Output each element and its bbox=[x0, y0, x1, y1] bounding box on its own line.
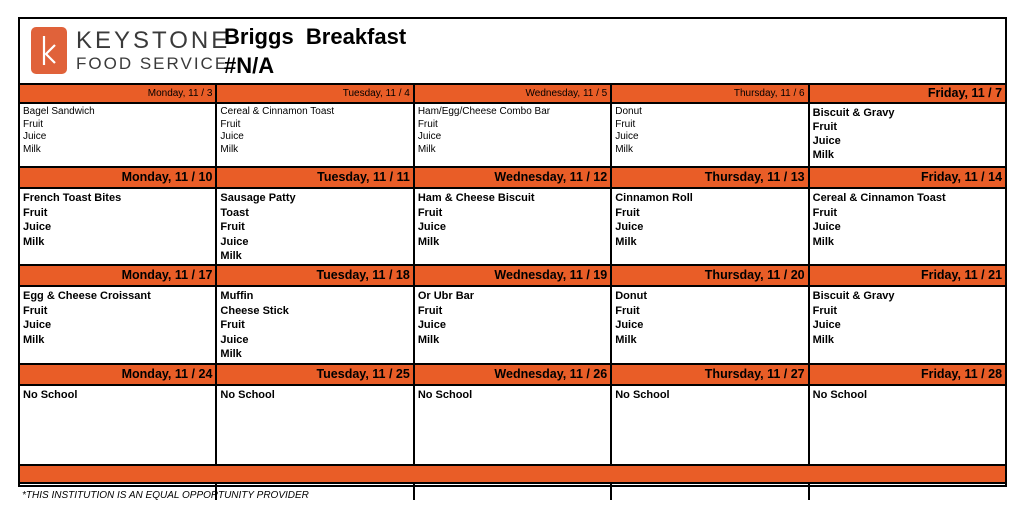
day-menu bbox=[217, 104, 414, 166]
menu-item: Milk bbox=[615, 143, 633, 155]
day-label: Monday, 11 / 3 bbox=[20, 85, 217, 102]
menu-item: Cheese Stick bbox=[220, 304, 289, 317]
menu-item: Cereal & Cinnamon Toast bbox=[220, 106, 335, 117]
menu-item: Fruit bbox=[23, 118, 43, 130]
day-menu bbox=[217, 386, 414, 464]
day-label: Friday, 11 / 21 bbox=[920, 268, 1003, 282]
day-menu bbox=[415, 287, 612, 363]
week-2-menu-row bbox=[20, 189, 1005, 266]
menu-item: Juice bbox=[417, 131, 442, 142]
menu-item: Juice bbox=[812, 135, 841, 147]
menu-item: Juice bbox=[220, 235, 249, 248]
menu-item: Cereal & Cinnamon Toast bbox=[812, 192, 946, 204]
week-1-header-row bbox=[20, 85, 1005, 104]
day-menu bbox=[20, 189, 217, 264]
menu-item: Donut bbox=[615, 106, 642, 117]
menu-item: Milk bbox=[812, 333, 835, 346]
menu-grid bbox=[20, 85, 1005, 500]
day-menu bbox=[612, 287, 809, 363]
menu-item: Juice bbox=[23, 319, 52, 331]
day-label: Thursday, 11 / 6 bbox=[612, 85, 809, 102]
page-subtitle: #N/A bbox=[224, 53, 275, 78]
week-2-header-row bbox=[20, 168, 1005, 189]
menu-item: Or Ubr Bar bbox=[417, 290, 475, 302]
day-label: Thursday, 11 / 20 bbox=[612, 266, 809, 285]
menu-item: Donut bbox=[615, 290, 647, 302]
menu-item: Fruit bbox=[417, 304, 443, 317]
day-menu bbox=[810, 189, 1005, 264]
day-menu bbox=[810, 386, 1005, 464]
page-title: Briggs Breakfast bbox=[224, 24, 407, 49]
menu-item: Fruit bbox=[615, 118, 636, 130]
day-label: Tuesday, 11 / 4 bbox=[217, 85, 414, 102]
empty-cell bbox=[612, 484, 809, 500]
day-menu bbox=[415, 189, 612, 264]
menu-item: Fruit bbox=[220, 118, 241, 130]
menu-item: Fruit bbox=[812, 121, 838, 133]
week-4-menu-row bbox=[20, 386, 1005, 466]
menu-item: Juice bbox=[220, 333, 249, 346]
day-menu bbox=[20, 287, 217, 363]
menu-item: Juice bbox=[220, 131, 244, 142]
day-label: Friday, 11 / 28 bbox=[920, 367, 1003, 381]
day-menu bbox=[217, 189, 414, 264]
day-label: Wednesday, 11 / 26 bbox=[415, 365, 612, 384]
day-label: Monday, 11 / 17 bbox=[20, 266, 217, 285]
day-menu bbox=[612, 104, 809, 166]
day-menu bbox=[217, 287, 414, 363]
week-1-menu-row bbox=[20, 104, 1005, 168]
menu-item: No School bbox=[23, 389, 78, 401]
menu-frame bbox=[18, 17, 1007, 487]
menu-item: Biscuit & Gravy bbox=[812, 107, 895, 119]
menu-item: No School bbox=[615, 389, 670, 401]
menu-header bbox=[20, 19, 1005, 85]
day-menu bbox=[415, 386, 612, 464]
brand-name: KEYSTONE bbox=[76, 27, 231, 54]
menu-item: Milk bbox=[417, 333, 440, 346]
menu-item: Milk bbox=[417, 235, 440, 248]
week-3-menu-row bbox=[20, 287, 1005, 365]
menu-item: Egg & Cheese Croissant bbox=[23, 290, 151, 302]
menu-item: Fruit bbox=[417, 206, 443, 219]
day-label: Tuesday, 11 / 11 bbox=[217, 168, 414, 187]
day-label: Thursday, 11 / 13 bbox=[612, 168, 809, 187]
day-menu bbox=[810, 104, 1005, 166]
menu-item: Juice bbox=[23, 131, 47, 142]
day-label: Tuesday, 11 / 18 bbox=[217, 266, 414, 285]
day-label: Wednesday, 11 / 12 bbox=[415, 168, 612, 187]
menu-item: Bagel Sandwich bbox=[23, 106, 95, 117]
menu-item: Milk bbox=[220, 143, 239, 155]
menu-item: Fruit bbox=[23, 304, 48, 317]
day-menu bbox=[20, 104, 217, 166]
week-4-header-row bbox=[20, 365, 1005, 386]
day-menu bbox=[415, 104, 612, 166]
day-label: Wednesday, 11 / 19 bbox=[415, 266, 612, 285]
footer-note: *THIS INSTITUTION IS AN EQUAL OPPORTUNITY PROVIDER bbox=[22, 490, 309, 501]
menu-item: Milk bbox=[220, 250, 242, 262]
menu-item: Juice bbox=[812, 221, 841, 233]
menu-item: Milk bbox=[23, 143, 41, 155]
day-label: Monday, 11 / 10 bbox=[20, 168, 217, 187]
menu-item: Milk bbox=[812, 235, 835, 248]
day-label: Friday, 11 / 14 bbox=[920, 170, 1003, 184]
menu-item: Muffin bbox=[220, 290, 254, 302]
menu-item: Juice bbox=[417, 221, 446, 233]
menu-item: Juice bbox=[615, 131, 639, 142]
menu-item: Milk bbox=[812, 149, 835, 161]
day-menu bbox=[612, 386, 809, 464]
week-3-header-row bbox=[20, 266, 1005, 287]
menu-item: Fruit bbox=[615, 206, 640, 219]
menu-item: Milk bbox=[615, 235, 637, 248]
day-label: Thursday, 11 / 27 bbox=[612, 365, 809, 384]
day-menu bbox=[20, 386, 217, 464]
keystone-logo-icon bbox=[31, 27, 67, 74]
menu-item: Fruit bbox=[220, 221, 245, 233]
menu-item: Biscuit & Gravy bbox=[812, 290, 895, 302]
menu-item: Juice bbox=[615, 319, 644, 331]
menu-item: Ham & Cheese Biscuit bbox=[417, 192, 535, 204]
menu-item: No School bbox=[417, 389, 473, 401]
menu-item: Fruit bbox=[23, 206, 48, 219]
menu-item: Milk bbox=[220, 348, 242, 360]
menu-item: Cinnamon Roll bbox=[615, 192, 693, 204]
menu-item: Sausage Patty bbox=[220, 192, 296, 204]
brand-subname: FOOD SERVICE bbox=[76, 54, 229, 73]
menu-item: French Toast Bites bbox=[23, 192, 122, 204]
menu-item: Toast bbox=[220, 206, 249, 219]
day-label: Friday, 11 / 7 bbox=[927, 86, 1003, 100]
menu-item: Milk bbox=[615, 333, 637, 346]
menu-item: Fruit bbox=[220, 319, 245, 331]
menu-item: Milk bbox=[23, 333, 45, 346]
menu-item: Juice bbox=[812, 319, 841, 331]
menu-item: Milk bbox=[417, 143, 436, 155]
menu-item: Juice bbox=[615, 221, 644, 233]
day-label: Monday, 11 / 24 bbox=[20, 365, 217, 384]
empty-header-row bbox=[20, 466, 1005, 484]
menu-item: Juice bbox=[417, 319, 446, 331]
menu-item: No School bbox=[812, 389, 868, 401]
empty-cell bbox=[810, 484, 1005, 500]
menu-item: Juice bbox=[23, 221, 52, 233]
menu-item: Fruit bbox=[615, 304, 640, 317]
day-label: Wednesday, 11 / 5 bbox=[415, 85, 612, 102]
empty-cell bbox=[415, 484, 612, 500]
menu-item: Fruit bbox=[812, 304, 838, 317]
menu-item: No School bbox=[220, 389, 275, 401]
menu-item: Milk bbox=[23, 235, 45, 248]
menu-item: Ham/Egg/Cheese Combo Bar bbox=[417, 106, 551, 117]
menu-item: Fruit bbox=[812, 206, 838, 219]
day-menu bbox=[810, 287, 1005, 363]
day-label: Tuesday, 11 / 25 bbox=[217, 365, 414, 384]
day-menu bbox=[612, 189, 809, 264]
menu-item: Fruit bbox=[417, 118, 438, 130]
